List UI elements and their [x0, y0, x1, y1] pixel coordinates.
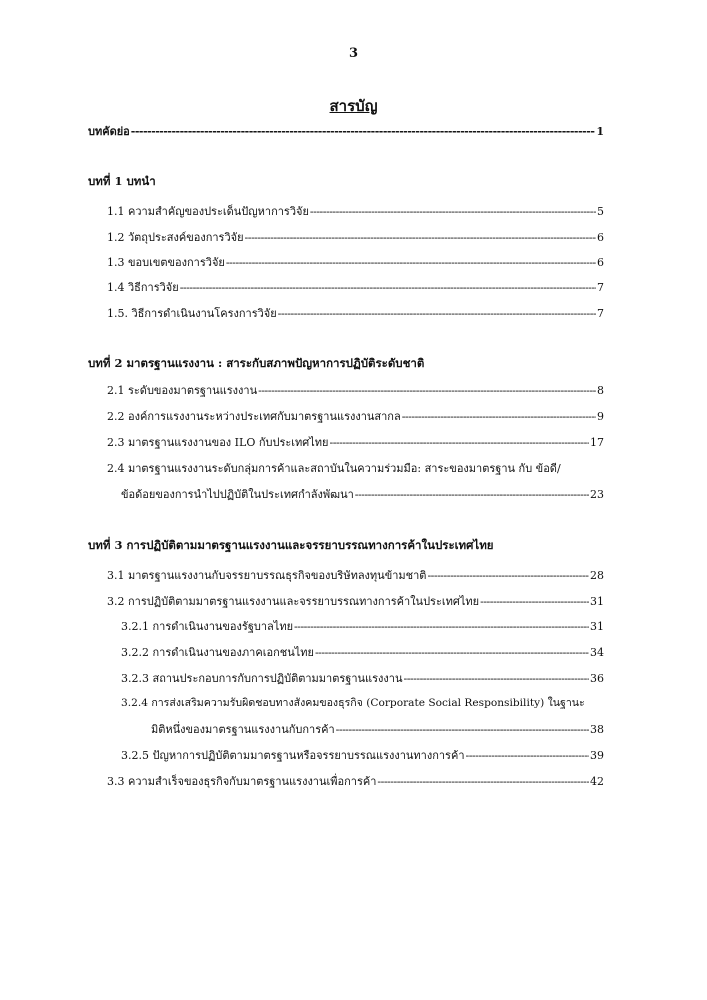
- toc-entry-page: 6: [597, 231, 604, 244]
- toc-entry-page: 5: [597, 205, 604, 218]
- dot-leader: [427, 569, 589, 582]
- toc-entry-page: 31: [590, 595, 604, 608]
- toc-entry[interactable]: [107, 592, 604, 610]
- toc-entry[interactable]: [121, 669, 604, 687]
- toc-entry-label: 1.3 ขอบเขตของการวิจัย: [107, 256, 225, 269]
- dot-leader: [377, 775, 589, 788]
- dot-leader: [330, 436, 590, 449]
- dot-leader: [315, 646, 589, 659]
- toc-entry-page: 1: [596, 125, 604, 138]
- toc-entry[interactable]: [107, 433, 604, 451]
- chapter-heading-3[interactable]: บทที่ 3 การปฏิบัติตามมาตรฐานแรงงานและจรรยาบรรณทางการค้าในประเทศไทย: [88, 538, 494, 552]
- dot-leader: [245, 231, 596, 244]
- toc-entry-page: 36: [590, 672, 604, 685]
- dot-leader: [355, 488, 589, 501]
- toc-entry-page: 39: [590, 749, 604, 762]
- toc-title: สารบัญ: [329, 97, 378, 115]
- toc-entry-page: 34: [590, 646, 604, 659]
- dot-leader: [278, 307, 596, 320]
- toc-entry-page: 23: [590, 488, 604, 501]
- toc-entry[interactable]: [121, 746, 604, 764]
- chapter-heading-2[interactable]: บทที่ 2 มาตรฐานแรงงาน : สาระกับสภาพปัญหาการปฏิบัติระดับชาติ: [88, 356, 425, 370]
- dot-leader: [403, 672, 589, 685]
- toc-entry-page: 7: [597, 281, 604, 294]
- toc-entry-page: 6: [597, 256, 604, 269]
- toc-entry-label: 1.2 วัตถุประสงค์ของการวิจัย: [107, 231, 244, 244]
- toc-entry-label: 3.2.5 ปัญหาการปฏิบัติตามมาตรฐานหรือจรรยาบรรณแรงงานทางการค้า: [121, 749, 465, 762]
- dot-leader: [480, 595, 589, 608]
- toc-entry-page: 28: [590, 569, 604, 582]
- toc-entry-label: 3.3 ความสำเร็จของธุรกิจกับมาตรฐานแรงงานเพื่อการค้า: [107, 775, 377, 788]
- toc-entry[interactable]: [121, 617, 604, 635]
- toc-entry-page: 38: [590, 723, 604, 736]
- toc-entry[interactable]: [107, 228, 604, 246]
- toc-entry-page: 42: [590, 775, 604, 788]
- toc-entry-label: 1.1 ความสำคัญของประเด็นปัญหาการวิจัย: [107, 205, 309, 218]
- toc-entry-label: 3.2 การปฏิบัติตามมาตรฐานแรงงานและจรรยาบรรณทางการค้าในประเทศไทย: [107, 595, 480, 608]
- toc-entry-label: มิติหนึ่งของมาตรฐานแรงงานกับการค้า: [151, 723, 335, 736]
- dot-leader: [131, 125, 596, 138]
- toc-entry-page: 31: [590, 620, 604, 633]
- toc-entry-label: 1.4 วิธีการวิจัย: [107, 281, 179, 294]
- toc-entry[interactable]: [151, 720, 604, 738]
- toc-entry-page: 8: [597, 384, 604, 397]
- dot-leader: [180, 281, 596, 294]
- page-number: 3: [348, 46, 359, 61]
- toc-entry-label: 2.3 มาตรฐานแรงงานของ ILO กับประเทศไทย: [107, 436, 329, 449]
- toc-entry[interactable]: [121, 485, 604, 503]
- toc-entry[interactable]: [107, 278, 604, 296]
- toc-entry-label-line1[interactable]: 3.2.4 การส่งเสริมความรับผิดชอบทางสังคมของธุรกิจ (Corporate Social Responsibility) ในฐานะ: [121, 697, 585, 709]
- toc-entry-page: 7: [597, 307, 604, 320]
- dot-leader: [336, 723, 589, 736]
- toc-entry-label: 3.2.2 การดำเนินงานของภาคเอกชนไทย: [121, 646, 314, 659]
- toc-entry-label: บทคัดย่อ: [88, 125, 130, 138]
- toc-entry-label: 3.2.1 การดำเนินงานของรัฐบาลไทย: [121, 620, 294, 633]
- toc-entry-page: 17: [590, 436, 604, 449]
- toc-entry[interactable]: [121, 643, 604, 661]
- toc-entry-label: 3.2.3 สถานประกอบการกับการปฏิบัติตามมาตรฐานแรงงาน: [121, 672, 403, 685]
- toc-entry[interactable]: [107, 566, 604, 584]
- chapter-heading-1[interactable]: บทที่ 1 บทนำ: [88, 174, 156, 188]
- toc-entry[interactable]: [107, 253, 604, 271]
- toc-entry-label-line1[interactable]: 2.4 มาตรฐานแรงงานระดับกลุ่มการค้าและสถาบันในความร่วมมือ: สาระของมาตรฐาน กับ ข้อดี/: [107, 462, 561, 475]
- toc-entry-label: 2.1 ระดับของมาตรฐานแรงงาน: [107, 384, 258, 397]
- toc-entry[interactable]: [107, 304, 604, 322]
- toc-entry-page: 9: [597, 410, 604, 423]
- dot-leader: [310, 205, 596, 218]
- dot-leader: [258, 384, 596, 397]
- toc-entry[interactable]: [107, 381, 604, 399]
- toc-entry[interactable]: [107, 772, 604, 790]
- toc-entry-label: ข้อด้อยของการนำไปปฏิบัติในประเทศกำลังพัฒนา: [121, 488, 354, 501]
- toc-entry-abstract[interactable]: [88, 122, 604, 140]
- toc-entry-label: 3.1 มาตรฐานแรงงานกับจรรยาบรรณธุรกิจของบริษัทลงทุนข้ามชาติ: [107, 569, 427, 582]
- toc-entry-label: 2.2 องค์การแรงงานระหว่างประเทศกับมาตรฐานแรงงานสากล: [107, 410, 401, 423]
- dot-leader: [466, 749, 590, 762]
- toc-entry[interactable]: [107, 202, 604, 220]
- toc-entry[interactable]: [107, 407, 604, 425]
- dot-leader: [226, 256, 596, 269]
- dot-leader: [294, 620, 589, 633]
- dot-leader: [402, 410, 596, 423]
- toc-entry-label: 1.5. วิธีการดำเนินงานโครงการวิจัย: [107, 307, 277, 320]
